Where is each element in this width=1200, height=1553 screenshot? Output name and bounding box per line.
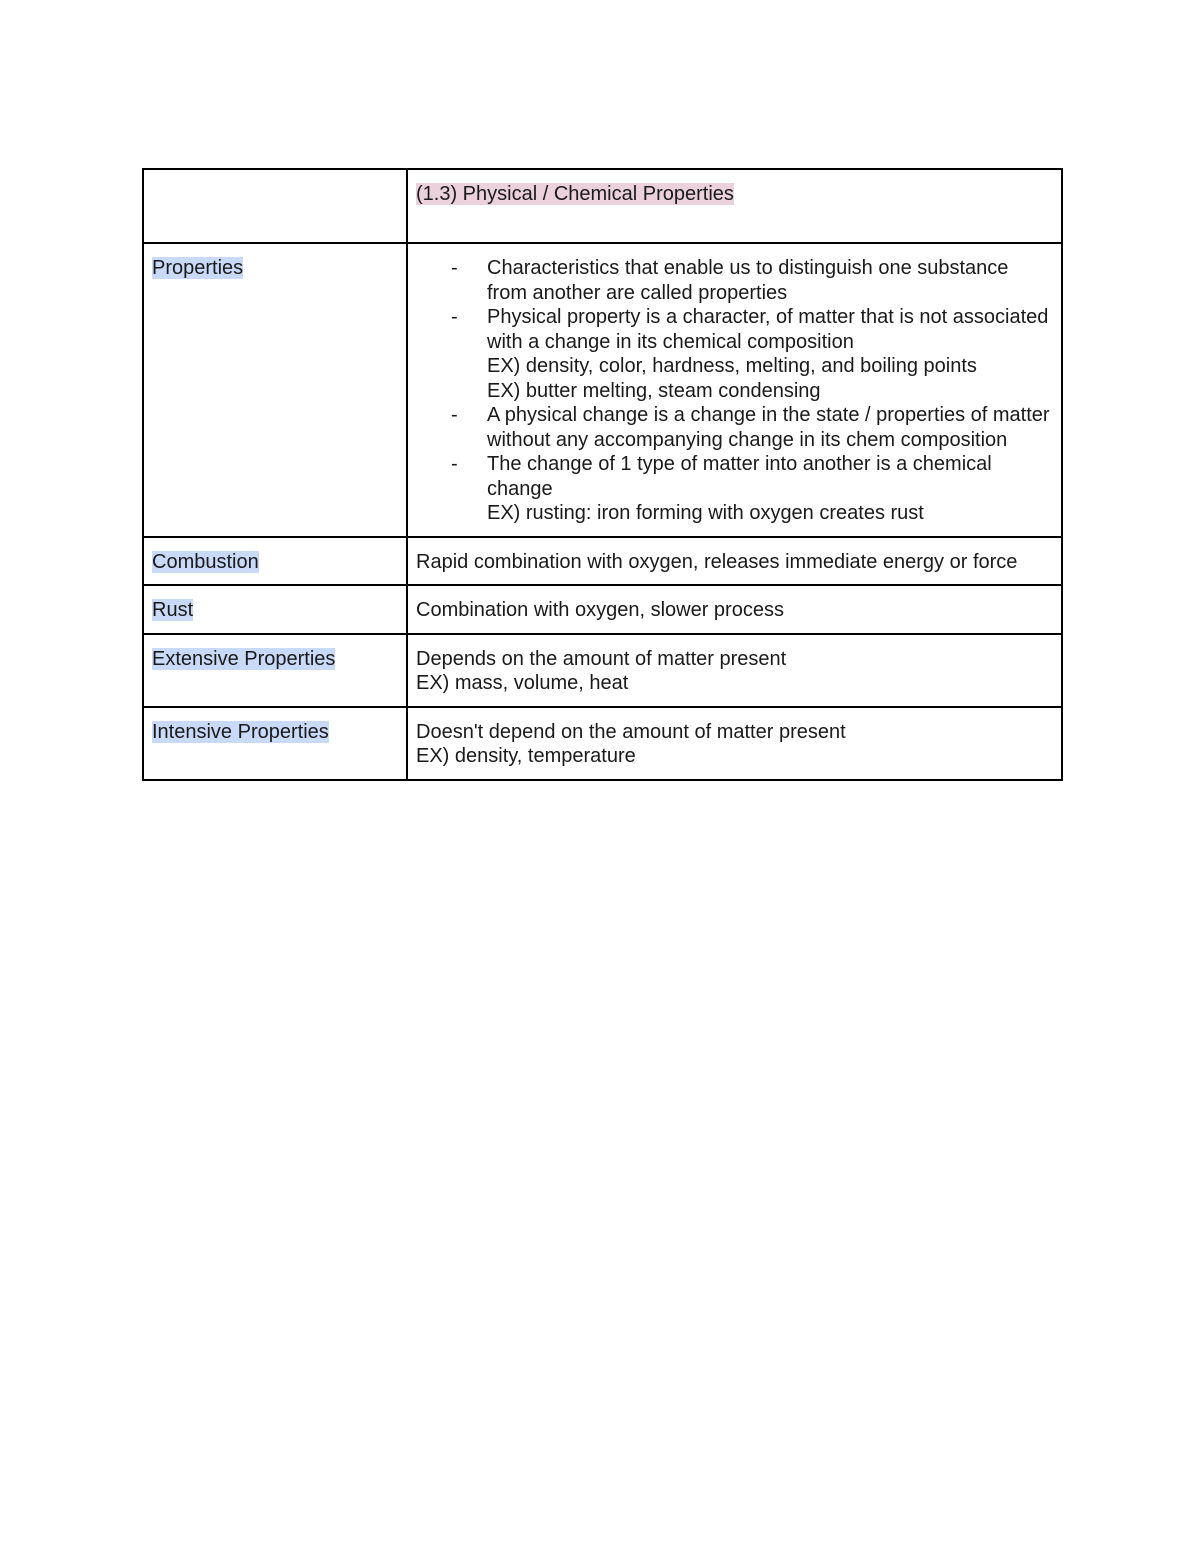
example-text: EX) density, color, hardness, melting, and boiling points (487, 355, 977, 377)
definition-cell (407, 707, 1062, 780)
term-cell (143, 707, 407, 780)
table-row (143, 537, 1062, 586)
list-item (416, 403, 1053, 452)
definition-text: Doesn't depend on the amount of matter present (416, 720, 846, 743)
bullet-dash: - (451, 257, 458, 279)
definition-cell (407, 634, 1062, 707)
list-item (416, 256, 1053, 305)
definition-text: Depends on the amount of matter present (416, 647, 787, 670)
term-properties: Properties (152, 257, 244, 279)
term-extensive-properties: Extensive Properties (152, 647, 336, 670)
bullet-dash: - (451, 306, 458, 328)
example-text: EX) butter melting, steam condensing (487, 379, 821, 402)
definition-cell (407, 585, 1062, 634)
definition-cell (407, 243, 1062, 537)
definition-cell (407, 537, 1062, 586)
header-term-cell (143, 169, 407, 243)
table-row (143, 634, 1062, 707)
table-row (143, 243, 1062, 537)
list-item (416, 305, 1053, 403)
term-intensive-properties: Intensive Properties (152, 720, 329, 743)
list-item (416, 452, 1053, 526)
example-text: EX) density, temperature (416, 745, 636, 767)
term-cell (143, 634, 407, 707)
bullet-text: A physical change is a change in the state / properties of matter without any accompanying change in its chem composition (487, 404, 1050, 451)
term-cell (143, 585, 407, 634)
bullet-text: Physical property is a character, of matter that is not associated with a change in its chemical composition (487, 306, 1049, 353)
properties-notes-table (142, 168, 1063, 781)
term-combustion: Combustion (152, 550, 259, 573)
table-row (143, 585, 1062, 634)
header-title-cell (407, 169, 1062, 243)
properties-bullet-list (416, 256, 1053, 526)
term-cell (143, 243, 407, 537)
table-row (143, 707, 1062, 780)
definition-text: Combination with oxygen, slower process (416, 599, 784, 621)
definition-text: Rapid combination with oxygen, releases immediate energy or force (416, 550, 1018, 573)
term-cell (143, 537, 407, 586)
term-rust: Rust (152, 599, 194, 621)
section-title: (1.3) Physical / Chemical Properties (416, 183, 734, 205)
bullet-text: The change of 1 type of matter into another is a chemical change (487, 453, 992, 500)
bullet-text: Characteristics that enable us to distinguish one substance from another are called properties (487, 257, 1009, 304)
bullet-dash: - (451, 453, 458, 475)
example-text: EX) rusting: iron forming with oxygen creates rust (487, 502, 924, 524)
table-header-row (143, 169, 1062, 243)
bullet-dash: - (451, 404, 458, 426)
example-text: EX) mass, volume, heat (416, 672, 629, 694)
